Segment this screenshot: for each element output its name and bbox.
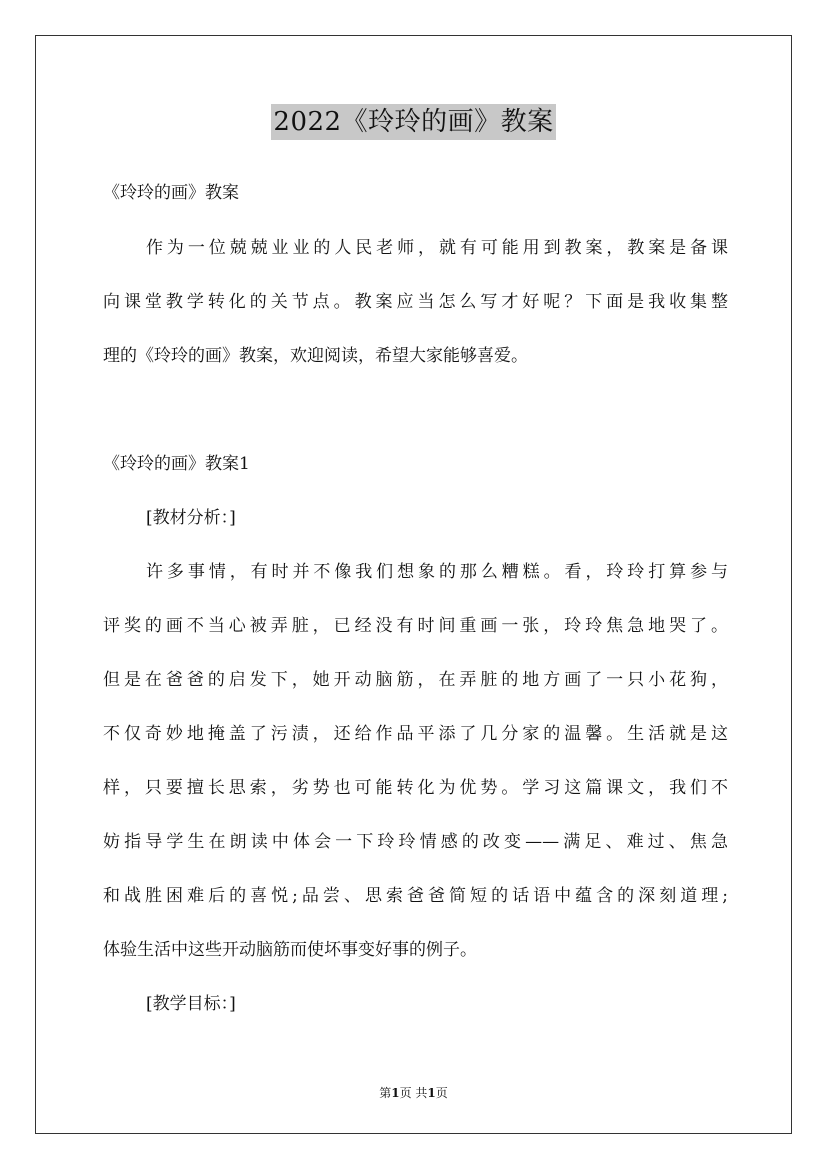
document-subtitle: 《玲玲的画》教案 [103,183,239,203]
document-title: 2022《玲玲的画》教案 [271,104,555,140]
analysis-line-2: 评奖的画不当心被弄脏，已经没有时间重画一张，玲玲焦急地哭了。 [103,616,728,636]
page-footer [0,1085,827,1101]
title-container [0,104,827,140]
intro-line-1: 作为一位兢兢业业的人民老师，就有可能用到教案，教案是备课 [146,238,728,258]
footer-page-total: 1 [427,1086,436,1100]
footer-page-suffix: 页 [435,1086,448,1100]
analysis-line-5: 样，只要擅长思索，劣势也可能转化为优势。学习这篇课文，我们不 [103,778,728,798]
intro-line-2: 向课堂教学转化的关节点。教案应当怎么写才好呢？下面是我收集整 [103,292,728,312]
analysis-label: [教材分析：] [146,508,236,528]
analysis-line-4: 不仅奇妙地掩盖了污渍，还给作品平添了几分家的温馨。生活就是这 [103,724,728,744]
section-heading-1: 《玲玲的画》教案1 [103,454,250,474]
footer-page-mid: 页 共 [399,1086,428,1100]
objectives-label: [教学目标：] [146,994,236,1014]
analysis-line-1: 许多事情，有时并不像我们想象的那么糟糕。看，玲玲打算参与 [146,562,728,582]
footer-page-current: 1 [391,1086,400,1100]
analysis-line-8: 体验生活中这些开动脑筋而使坏事变好事的例子。 [103,940,477,960]
analysis-line-3: 但是在爸爸的启发下，她开动脑筋，在弄脏的地方画了一只小花狗， [103,670,728,690]
intro-line-3: 理的《玲玲的画》教案，欢迎阅读，希望大家能够喜爱。 [103,346,528,366]
analysis-line-6: 妨指导学生在朗读中体会一下玲玲情感的改变——满足、难过、焦急 [103,832,728,852]
footer-page-prefix: 第 [379,1086,392,1100]
analysis-line-7: 和战胜困难后的喜悦;品尝、思索爸爸简短的话语中蕴含的深刻道理; [103,886,728,906]
